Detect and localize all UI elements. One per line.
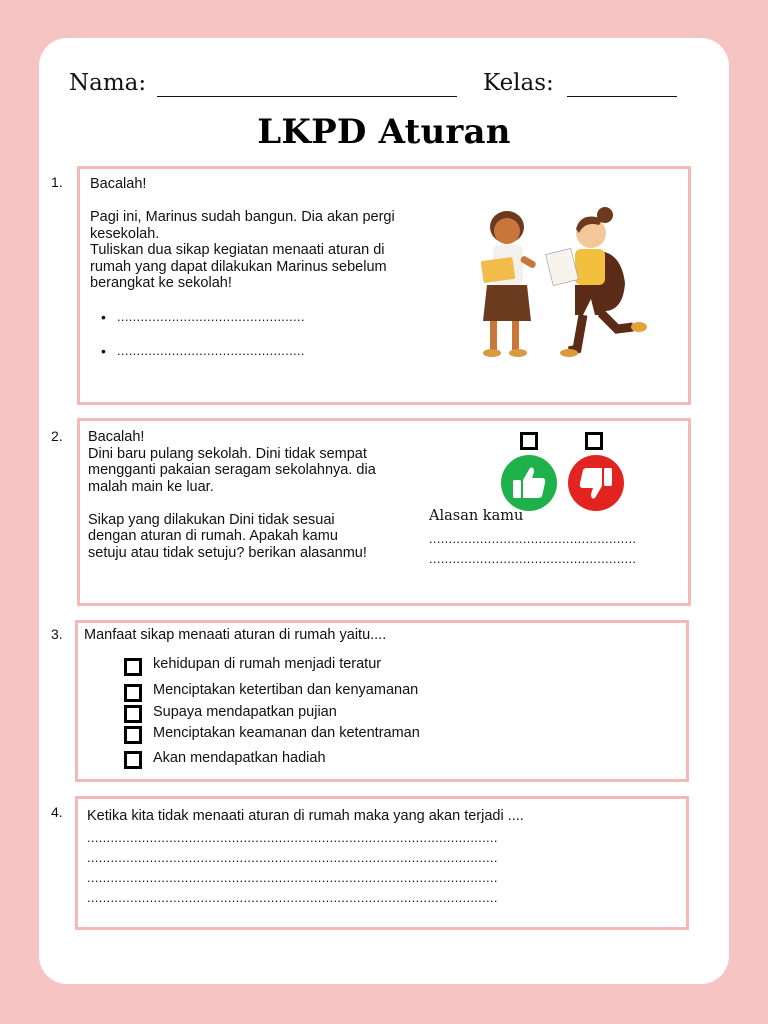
children-illustration <box>465 203 665 363</box>
option-label: Supaya mendapatkan pujian <box>153 704 337 720</box>
q1-story: Pagi ini, Marinus sudah bangun. Dia akan pergi kesekolah. Tuliskan dua sikap kegiatan menaati aturan di rumah yang dapat dilakukan Marinus sebelum berangkat ke sekolah! <box>90 209 395 291</box>
question-number: 3. <box>51 626 63 642</box>
q4-answer-line[interactable]: ......................................................................................................... <box>87 830 498 845</box>
option-label: Menciptakan ketertiban dan kenyamanan <box>153 682 419 698</box>
page-title: LKPD Aturan <box>257 112 511 152</box>
question-number: 4. <box>51 804 63 820</box>
option-label: Akan mendapatkan hadiah <box>153 750 326 766</box>
q4-answer-line[interactable]: ......................................................................................................... <box>87 890 498 905</box>
name-input-line[interactable] <box>157 96 457 97</box>
thumbs-down-icon[interactable] <box>567 454 625 512</box>
q1-answer-line-2[interactable]: ................................................ <box>117 343 305 358</box>
question-number: 1. <box>51 174 63 190</box>
q1-answer-line-1[interactable]: ................................................ <box>117 309 305 324</box>
class-label: Kelas: <box>483 70 554 96</box>
agree-checkbox[interactable] <box>520 432 538 450</box>
option-checkbox[interactable] <box>124 751 142 769</box>
question-3-box <box>75 620 689 782</box>
q2-text: Bacalah! Dini baru pulang sekolah. Dini tidak sempat mengganti pakaian seragam sekolahnya. dia malah main ke luar. Sikap yang dilakukan Dini tidak sesuai dengan aturan di rumah. Apakah kamu setuju atau tidak setuju? berikan alasanmu! <box>88 429 376 561</box>
q4-question: Ketika kita tidak menaati aturan di rumah maka yang akan terjadi .... <box>87 808 524 824</box>
bullet-dot: • <box>101 309 106 325</box>
name-label: Nama: <box>69 70 147 96</box>
question-1-box <box>77 166 691 405</box>
question-number: 2. <box>51 428 63 444</box>
bullet-dot: • <box>101 343 106 359</box>
option-checkbox[interactable] <box>124 726 142 744</box>
question-2-box <box>77 418 691 606</box>
q1-read-label: Bacalah! <box>90 176 147 192</box>
option-checkbox[interactable] <box>124 658 142 676</box>
reason-line-1[interactable]: ..................................................... <box>429 531 637 546</box>
thumbs-up-icon[interactable] <box>500 454 558 512</box>
option-label: kehidupan di rumah menjadi teratur <box>153 656 382 672</box>
reason-line-2[interactable]: ..................................................... <box>429 551 637 566</box>
disagree-checkbox[interactable] <box>585 432 603 450</box>
q4-answer-line[interactable]: ......................................................................................................... <box>87 850 498 865</box>
question-4-box <box>75 796 689 930</box>
option-checkbox[interactable] <box>124 705 142 723</box>
q4-answer-line[interactable]: ......................................................................................................... <box>87 870 498 885</box>
option-checkbox[interactable] <box>124 684 142 702</box>
worksheet-sheet <box>39 38 729 984</box>
reason-label: Alasan kamu <box>429 508 524 524</box>
class-input-line[interactable] <box>567 96 677 97</box>
q3-question: Manfaat sikap menaati aturan di rumah yaitu.... <box>84 627 387 643</box>
option-label: Menciptakan keamanan dan ketentraman <box>153 725 420 741</box>
